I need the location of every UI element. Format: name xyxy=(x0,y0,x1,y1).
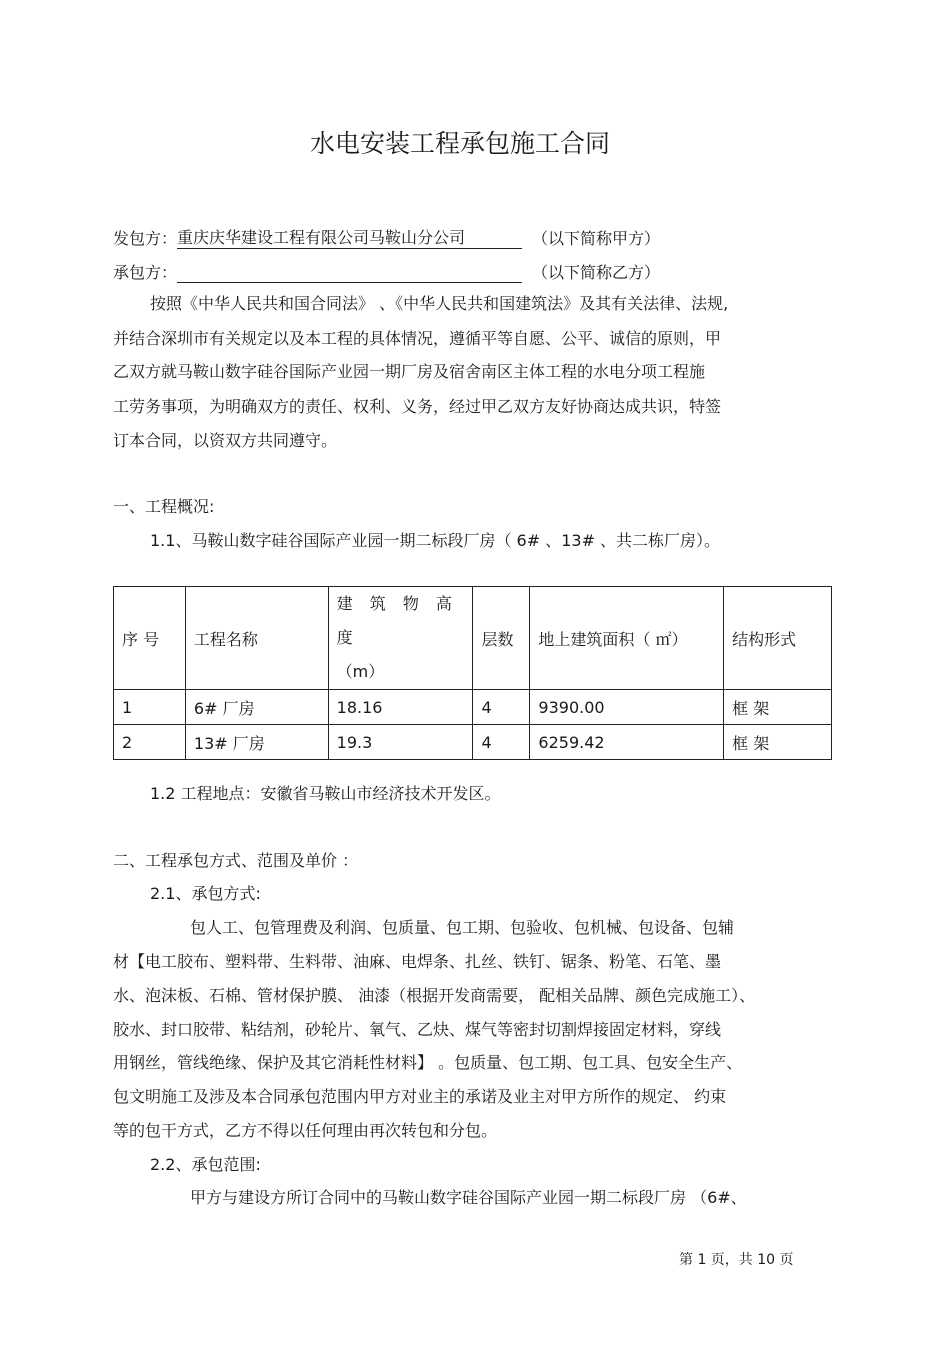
table-row xyxy=(114,690,832,725)
paragraph-line: 用钢丝，管线绝缘、保护及其它消耗性材料】 。包质量、包工期、包工具、包安全生产、 xyxy=(113,1053,743,1072)
paragraph-line: 等的包干方式，乙方不得以任何理由再次转包和分包。 xyxy=(113,1121,498,1140)
project-table xyxy=(113,586,832,760)
party-b-label: 承包方： xyxy=(113,263,178,282)
party-a-value: 重庆庆华建设工程有限公司马鞍山分公司 xyxy=(177,228,522,249)
intro-line: 并结合深圳市有关规定以及本工程的具体情况，遵循平等自愿、公平、诚信的原则，甲 xyxy=(113,329,722,348)
table-header-row xyxy=(114,587,832,690)
table-cell: 6259.42 xyxy=(530,725,724,760)
table-cell: 13# 厂房 xyxy=(185,725,328,760)
intro-line: 订本合同，以资双方共同遵守。 xyxy=(113,431,338,450)
table-cell: 18.16 xyxy=(328,690,473,725)
party-a-label: 发包方： xyxy=(113,229,178,248)
header-cell: 层数 xyxy=(473,587,530,690)
header-cell: 工程名称 xyxy=(185,587,328,690)
table-cell: 4 xyxy=(473,725,530,760)
header-cell: 序 号 xyxy=(114,587,186,690)
header-cell: 结构形式 xyxy=(724,587,832,690)
table-cell: 2 xyxy=(114,725,186,760)
header-cell xyxy=(328,587,473,690)
intro-line: 乙双方就马鞍山数字硅谷国际产业园一期厂房及宿舍南区主体工程的水电分项工程施 xyxy=(113,362,706,381)
table-cell: 4 xyxy=(473,690,530,725)
header-cell: 地上建筑面积（ ㎡） xyxy=(530,587,724,690)
paragraph-line: 水、泡沫板、石棉、管材保护膜、 油漆（根据开发商需要， 配相关品牌、颜色完成施工）、 xyxy=(113,986,756,1005)
table-cell: 框 架 xyxy=(724,690,832,725)
table-cell: 9390.00 xyxy=(530,690,724,725)
intro-line: 按照《中华人民共和国合同法》 、《中华人民共和国建筑法》及其有关法律、法规, xyxy=(150,294,729,313)
item-1-1: 1.1、马鞍山数字硅谷国际产业园一期二标段厂房（ 6# 、13# 、共二栋厂房）。 xyxy=(150,531,721,550)
header-cell-line: 建 筑 物 高 度 xyxy=(336,594,458,647)
paragraph-line: 包文明施工及涉及本合同承包范围内甲方对业主的承诺及业主对甲方所作的规定、 约束 xyxy=(113,1087,727,1106)
table-cell: 6# 厂房 xyxy=(185,690,328,725)
item-2-2: 2.2、承包范围: xyxy=(150,1155,261,1174)
section1-heading: 一、工程概况: xyxy=(113,497,215,516)
party-a-line xyxy=(113,228,660,249)
paragraph-line: 材【电工胶布、塑料带、生料带、油麻、电焊条、扎丝、铁钉、锯条、粉笔、石笔、墨 xyxy=(113,952,722,971)
header-cell-line: （m） xyxy=(336,662,385,681)
table-cell: 1 xyxy=(114,690,186,725)
item-1-2: 1.2 工程地点：安徽省马鞍山市经济技术开发区。 xyxy=(150,784,501,803)
item-2-1: 2.1、承包方式: xyxy=(150,884,261,903)
section2-heading: 二、工程承包方式、范围及单价 ： xyxy=(113,851,359,870)
table-cell: 框 架 xyxy=(724,725,832,760)
paragraph-line: 甲方与建设方所订合同中的马鞍山数字硅谷国际产业园一期二标段厂房 （6#、 xyxy=(190,1188,747,1207)
page-number: 第 1 页，共 10 页 xyxy=(679,1252,794,1268)
party-b-suffix: （以下简称乙方） xyxy=(532,263,661,282)
party-b-blank xyxy=(177,262,522,283)
paragraph-line: 包人工、包管理费及利润、包质量、包工期、包验收、包机械、包设备、包辅 xyxy=(190,918,735,937)
table-cell: 19.3 xyxy=(328,725,473,760)
intro-line: 工劳务事项，为明确双方的责任、权利、义务，经过甲乙双方友好协商达成共识，特签 xyxy=(113,397,722,416)
paragraph-line: 胶水、封口胶带、粘结剂，砂轮片、氧气、乙炔、煤气等密封切割焊接固定材料，穿线 xyxy=(113,1020,722,1039)
table-row xyxy=(114,725,832,760)
party-b-line xyxy=(113,262,660,283)
party-a-suffix: （以下简称甲方） xyxy=(532,229,661,248)
page-title: 水电安装工程承包施工合同 xyxy=(309,129,610,158)
